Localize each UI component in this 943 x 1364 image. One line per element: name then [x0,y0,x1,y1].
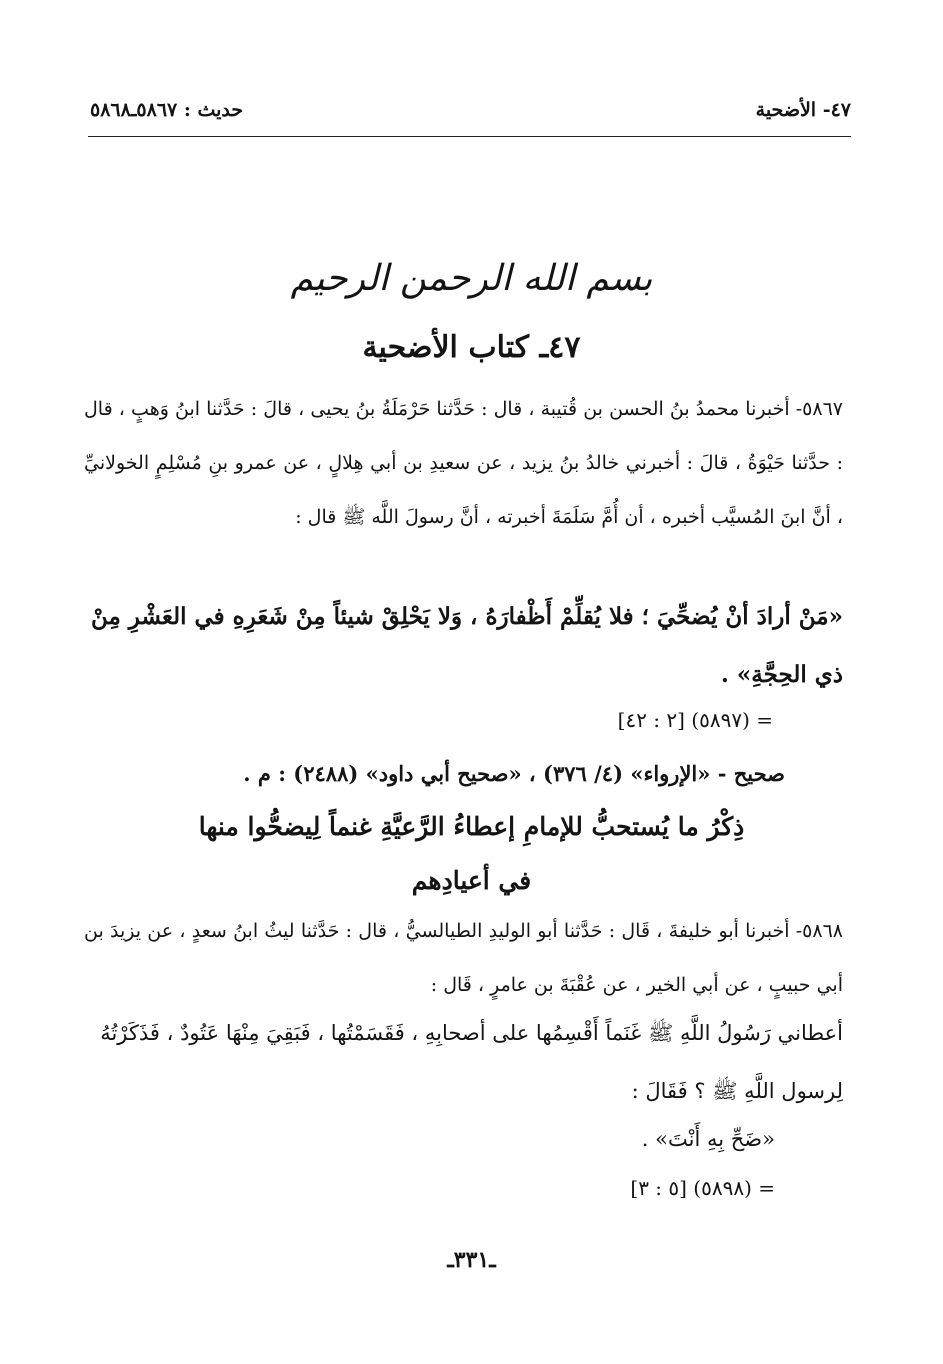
header-hadith-range: حديث : ٥٨٦٧ـ٥٨٦٨ [90,99,244,121]
hadith-5867-cross-reference: = (٥٨٩٧) [٢ : ٤٢] [617,708,773,732]
hadith-5868-prophet-saying: «ضَحِّ بِهِ أَنْتَ» . [641,1127,775,1151]
hadith-5868-matn: أعطاني رَسُولُ اللَّهِ ﷺ غَنَماً أَقْسِمُها على أصحابِهِ ، فَقَسَمْتُها ، فَبَقِيَ مِنْهَا عَتُودٌ ، فَذَكَرْتُهُ لِرسول اللَّهِ ﷺ ؟ فَقَالَ : [100,1021,843,1103]
header-divider [88,136,851,137]
basmala-calligraphy: بسم الله الرحمن الرحيم [290,258,653,299]
hadith-5868-cross-reference: = (٥٨٩٨) [٥ : ٣] [630,1176,775,1200]
book-title: ٤٧ـ كتاب الأضحية [362,330,581,365]
running-header [90,92,851,128]
hadith-5867-isnad: ٥٨٦٧- أخبرنا محمدُ بنُ الحسن بن قُتيبة ، قال : حَدَّثنا حَرْمَلَةُ بنُ يحيى ، قالَ : حَدَّثنا ابنُ وَهبٍ ، قال : حدَّثنا حَيْوَةُ ، قالَ : أخبرني خالدُ بنُ يزيد ، عن سعيدِ بن أبي هِلالٍ ، عن عمرو بنِ مُسْلِمٍ الخولانيِّ ، أنَّ ابنَ المُسيَّب أخبره ، أن أُمَّ سَلَمَةَ أخبرته ، أنَّ رسولَ اللَّه ﷺ قال : [84,398,843,528]
hadith-5867-matn: «مَنْ أرادَ أنْ يُضحِّيَ ؛ فلا يُقلِّمْ أَظْفارَهُ ، وَلا يَحْلِقْ شيئاً مِنْ شَعَرِهِ في العَشْرِ مِنْ ذي الحِجَّةِ» . [90,603,843,688]
hadith-5867-grading: صحيح - «الإرواء» (٤/ ٣٧٦) ، «صحيح أبي داود» (٢٤٨٨) : م . [243,761,785,786]
header-book-title: ٤٧- الأضحية [755,99,851,121]
page-number: ـ٣٣١ـ [447,1247,496,1273]
hadith-5868-isnad: ٥٨٦٨- أخبرنا أبو خليفةَ ، قَال : حَدَّثنا أبو الوليدِ الطيالسيُّ ، قال : حَدَّثنا ليثُ ابنُ سعدٍ ، عن يزيدَ بن أبي حبيبٍ ، عن أبي الخير ، عن عُقْبَةَ بن عامرٍ ، قَال : [84,920,843,996]
chapter-heading-line-1: ذِكْرُ ما يُستحبُّ للإمامِ إعطاءُ الرَّعيَّةِ غنماً لِيضحُّوا منها [198,812,745,841]
chapter-heading-line-2: في أعيادِهم [411,866,532,895]
